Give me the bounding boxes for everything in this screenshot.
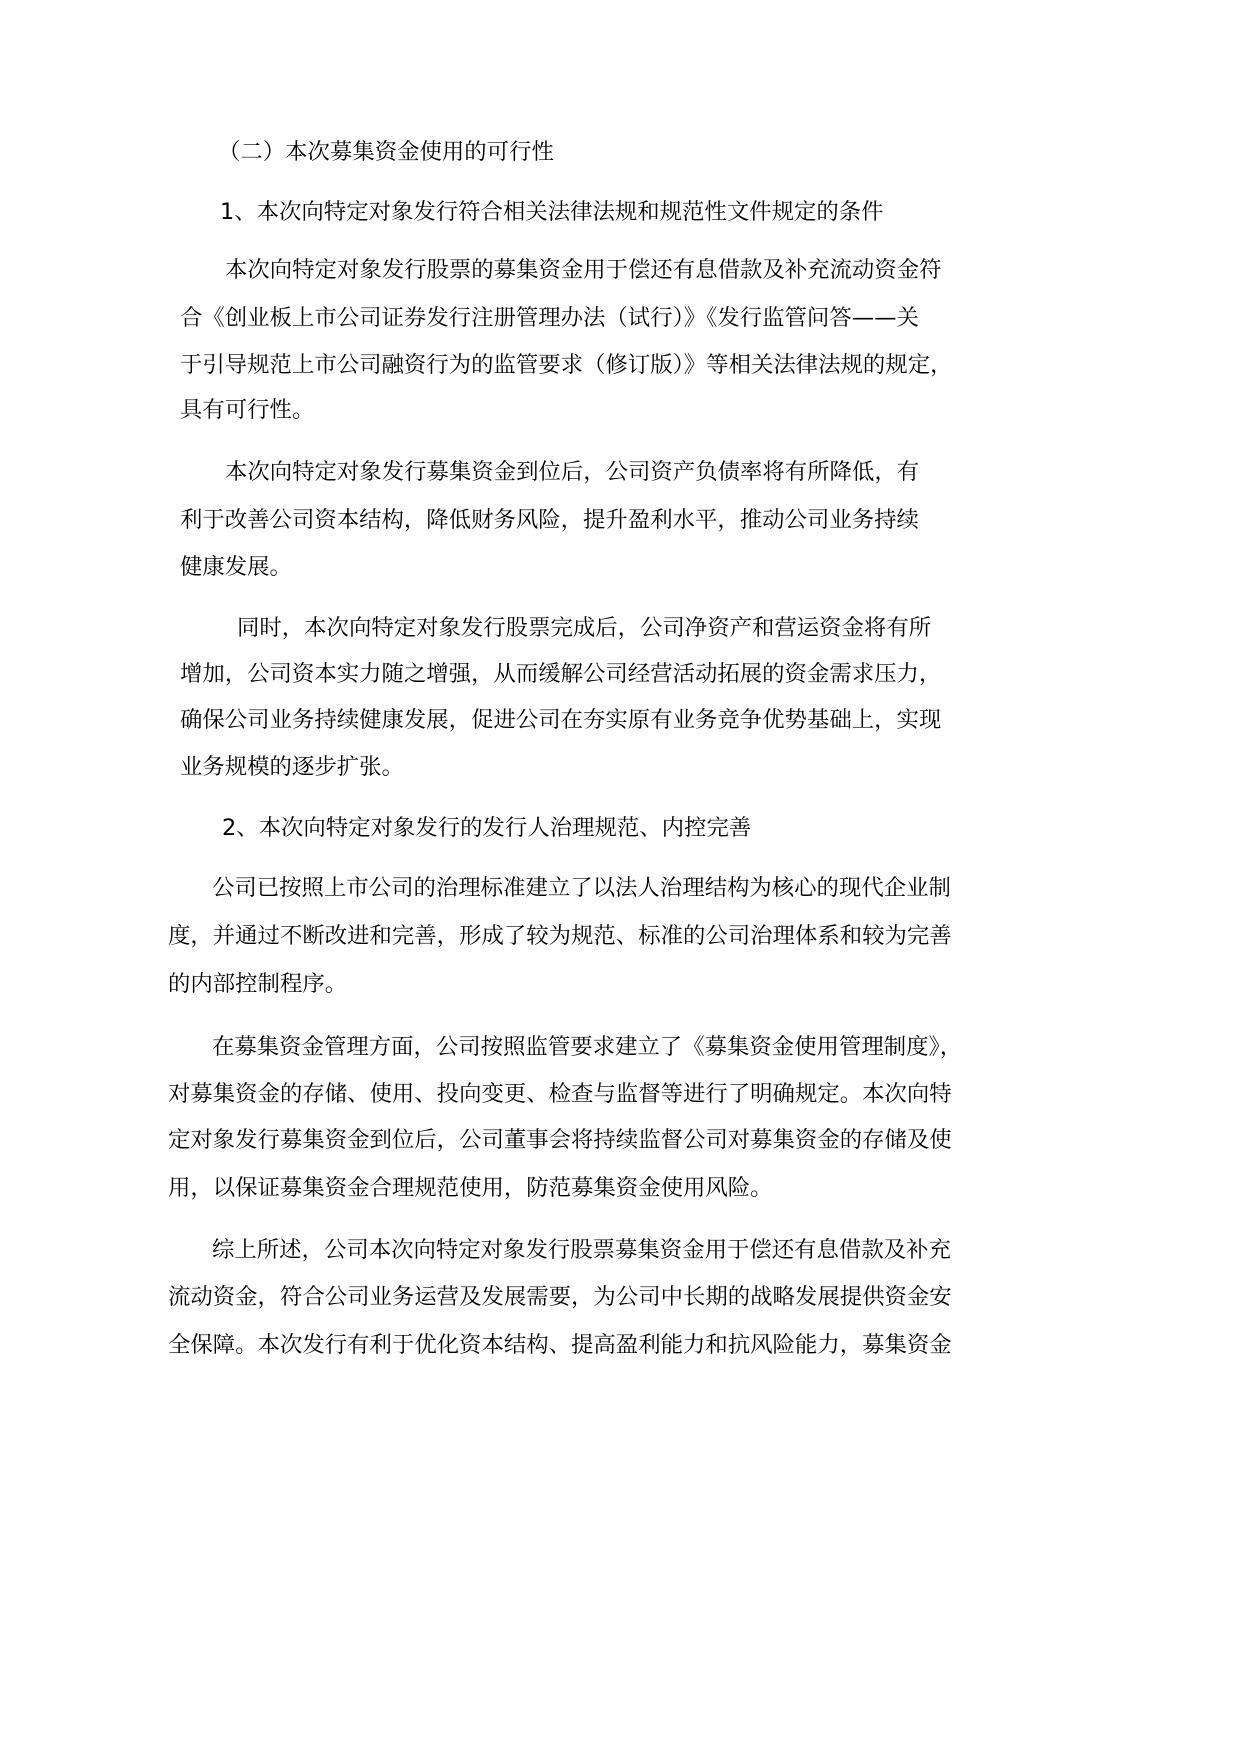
subsection-heading-1: 1、本次向特定对象发行符合相关法律法规和规范性文件规定的条件 xyxy=(220,199,884,225)
paragraph-line: 利于改善公司资本结构，降低财务风险，提升盈利水平，推动公司业务持续 xyxy=(180,507,919,533)
paragraph-line: 增加，公司资本实力随之增强，从而缓解公司经营活动拓展的资金需求压力， xyxy=(180,661,942,687)
paragraph-line: 综上所述，公司本次向特定对象发行股票募集资金用于偿还有息借款及补充 xyxy=(212,1237,951,1263)
paragraph-line: 业务规模的逐步扩张。 xyxy=(180,754,404,780)
paragraph-line: 本次向特定对象发行募集资金到位后，公司资产负债率将有所降低，有 xyxy=(225,459,920,485)
paragraph-line: 流动资金，符合公司业务运营及发展需要，为公司中长期的战略发展提供资金安 xyxy=(168,1284,952,1310)
paragraph-line: 确保公司业务持续健康发展，促进公司在夯实原有业务竞争优势基础上，实现 xyxy=(180,707,942,733)
paragraph-line: 度，并通过不断改进和完善，形成了较为规范、标准的公司治理体系和较为完善 xyxy=(168,923,952,949)
paragraph-line: 于引导规范上市公司融资行为的监管要求（修订版）》等相关法律法规的规定， xyxy=(180,352,953,378)
paragraph-line: 定对象发行募集资金到位后，公司董事会将持续监督公司对募集资金的存储及使 xyxy=(168,1127,952,1153)
paragraph-line: 同时，本次向特定对象发行股票完成后，公司净资产和营运资金将有所 xyxy=(237,615,932,641)
paragraph-line: 本次向特定对象发行股票的募集资金用于偿还有息借款及补充流动资金符 xyxy=(225,257,942,283)
paragraph-line: 全保障。本次发行有利于优化资本结构、提高盈利能力和抗风险能力，募集资金 xyxy=(168,1332,952,1358)
paragraph-line: 在募集资金管理方面，公司按照监管要求建立了《募集资金使用管理制度》， xyxy=(212,1034,963,1060)
paragraph-line: 具有可行性。 xyxy=(180,397,315,423)
section-heading: （二）本次募集资金使用的可行性 xyxy=(218,139,554,165)
paragraph-line: 用，以保证募集资金合理规范使用，防范募集资金使用风险。 xyxy=(168,1175,773,1201)
paragraph-line: 健康发展。 xyxy=(180,554,292,580)
subsection-heading-2: 2、本次向特定对象发行的发行人治理规范、内控完善 xyxy=(222,815,752,841)
paragraph-line: 合《创业板上市公司证券发行注册管理办法（试行）》《发行监管问答——关 xyxy=(180,305,919,331)
paragraph-line: 的内部控制程序。 xyxy=(168,971,348,997)
paragraph-line: 公司已按照上市公司的治理标准建立了以法人治理结构为核心的现代企业制 xyxy=(212,875,951,901)
paragraph-line: 对募集资金的存储、使用、投向变更、检查与监督等进行了明确规定。本次向特 xyxy=(168,1081,952,1107)
